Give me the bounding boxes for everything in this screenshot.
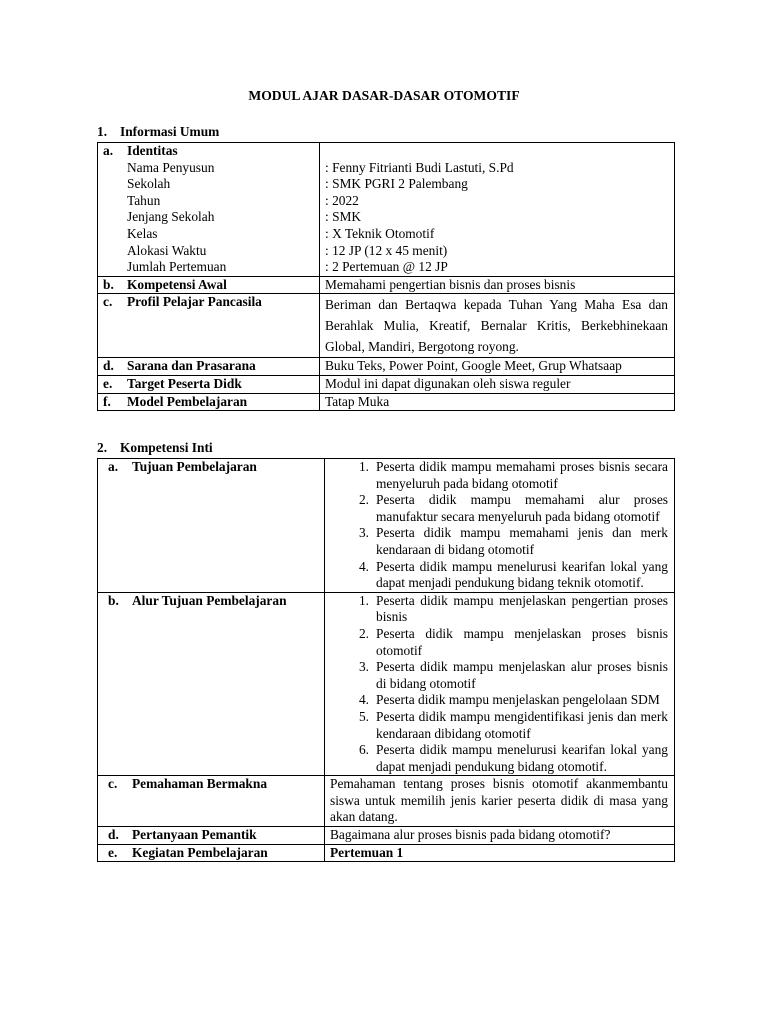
list-item: 1. Peserta didik mampu menjelaskan pengertian proses bisnis <box>358 592 668 625</box>
row-key: e. <box>103 375 113 391</box>
row-value: Tatap Muka <box>320 393 675 411</box>
row-key: d. <box>108 827 119 843</box>
list-item: 3. Peserta didik mampu menjelaskan alur proses bisnis di bidang otomotif <box>358 659 668 691</box>
row-key: e. <box>108 844 118 860</box>
section-label: Kompetensi Inti <box>120 440 213 455</box>
table-row-pertanyaan <box>98 827 675 845</box>
field-value: : 2 Pertemuan @ 12 JP <box>325 259 448 275</box>
list-item: 2. Peserta didik mampu menjelaskan proses bisnis otomotif <box>358 625 668 658</box>
document-title: MODUL AJAR DASAR-DASAR OTOMOTIF <box>248 88 520 103</box>
identitas-label-cell <box>98 143 320 277</box>
field-value: : SMK <box>325 209 362 225</box>
kompetensi-inti-table <box>97 458 675 862</box>
row-label: Pertanyaan Pemantik <box>132 827 257 843</box>
field-value: : X Teknik Otomotif <box>325 225 435 241</box>
row-value: Bagaimana alur proses bisnis pada bidang otomotif? <box>325 827 675 845</box>
row-value: Memahami pengertian bisnis dan proses bisnis <box>320 276 675 294</box>
list-item: 3. Peserta didik mampu memahami jenis dan merk kendaraan di bidang otomotif <box>358 525 668 557</box>
field-value: : 2022 <box>325 192 359 208</box>
informasi-umum-table <box>97 142 675 411</box>
row-key: c. <box>103 294 113 310</box>
field-label: Sekolah <box>127 176 171 192</box>
row-key: f. <box>103 393 111 409</box>
list-item: 6. Peserta didik mampu menelurusi kearifan lokal yang dapat menjadi pendukung bidang otomotif. <box>358 742 668 774</box>
table-row-tujuan <box>98 459 675 593</box>
row-value: Pemahaman tentang proses bisnis otomotif akanmembantu siswa untuk memilih jenis karier peserta didik di masa yang akan datang. <box>325 776 675 827</box>
row-label: Tujuan Pembelajaran <box>132 459 257 474</box>
row-key: a. <box>108 459 119 474</box>
list-item: 2. Peserta didik mampu memahami alur proses manufaktur secara menyeluruh pada bidang otomotif <box>358 492 668 524</box>
alur-list <box>330 593 668 776</box>
list-item: 5. Peserta didik mampu mengidentifikasi jenis dan merk kendaraan dibidang otomotif <box>358 708 668 741</box>
field-value: : SMK PGRI 2 Palembang <box>325 176 468 192</box>
row-label: Profil Pelajar Pancasila <box>127 294 262 310</box>
row-key: a. <box>103 143 114 158</box>
tujuan-list <box>330 459 668 592</box>
section-label: Informasi Umum <box>120 124 220 139</box>
row-key: c. <box>108 776 118 792</box>
row-value: Modul ini dapat digunakan oleh siswa reguler <box>320 375 675 393</box>
row-key: b. <box>103 276 114 292</box>
field-label: Alokasi Waktu <box>127 242 207 258</box>
section-number: 2. <box>97 440 108 455</box>
row-label: Alur Tujuan Pembelajaran <box>132 592 287 608</box>
row-value: Beriman dan Bertaqwa kepada Tuhan Yang Maha Esa dan Berahlak Mulia, Kreatif, Bernalar Kritis, Berkebhinekaan Global, Mandiri, Bergotong royong. <box>320 294 675 358</box>
field-label: Jumlah Pertemuan <box>127 259 227 275</box>
section-number: 1. <box>97 124 108 139</box>
table-row-model <box>98 393 675 411</box>
row-key: d. <box>103 358 114 374</box>
row-label: Identitas <box>127 143 178 158</box>
row-label: Pemahaman Bermakna <box>132 776 268 792</box>
row-label: Kompetensi Awal <box>127 276 227 292</box>
identitas-value-cell <box>320 143 675 277</box>
field-label: Tahun <box>127 192 161 208</box>
list-item: 1. Peserta didik mampu memahami proses bisnis secara menyeluruh pada bidang otomotif <box>358 459 668 491</box>
row-label: Sarana dan Prasarana <box>127 358 256 374</box>
table-row-kegiatan <box>98 844 675 862</box>
identitas-field-labels <box>103 160 313 276</box>
table-row-target <box>98 375 675 393</box>
field-value: : Fenny Fitrianti Budi Lastuti, S.Pd <box>325 159 514 175</box>
row-value: Pertemuan 1 <box>325 844 675 862</box>
table-row-pemahaman <box>98 776 675 827</box>
table-row-profil-pelajar <box>98 294 675 358</box>
row-key: b. <box>108 592 119 608</box>
field-value: : 12 JP (12 x 45 menit) <box>325 242 448 258</box>
row-label: Target Peserta Didk <box>127 375 242 391</box>
list-item: 4. Peserta didik mampu menelurusi kearifan lokal yang dapat menjadi pendukung bidang teknik otomotif. <box>358 558 668 591</box>
section-heading-informasi-umum <box>97 124 219 141</box>
row-label: Kegiatan Pembelajaran <box>132 844 268 860</box>
table-row-alur <box>98 592 675 776</box>
field-label: Jenjang Sekolah <box>127 209 215 225</box>
list-item: 4. Peserta didik mampu menjelaskan pengelolaan SDM <box>358 692 660 708</box>
field-label: Kelas <box>127 225 158 241</box>
field-label: Nama Penyusun <box>127 159 215 175</box>
section-heading-kompetensi-inti <box>97 440 213 457</box>
row-label: Model Pembelajaran <box>127 393 248 409</box>
table-row-sarana <box>98 358 675 376</box>
table-row-identitas <box>98 143 675 277</box>
row-value: Buku Teks, Power Point, Google Meet, Grup Whatsaap <box>320 358 675 376</box>
table-row-kompetensi-awal <box>98 276 675 294</box>
